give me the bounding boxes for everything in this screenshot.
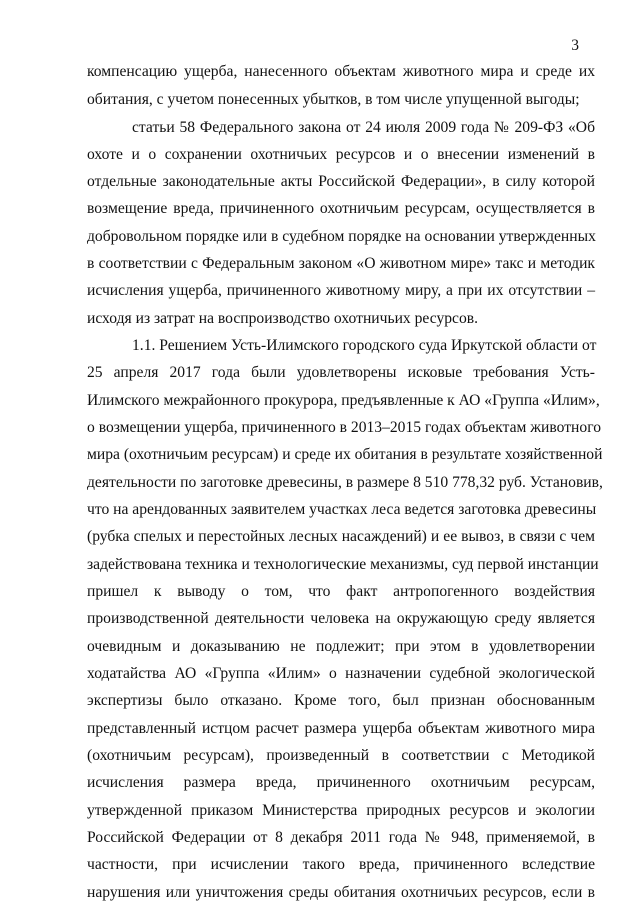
text-line: 1.1. Решением Усть-Илимского городского суда Иркутской области от bbox=[132, 337, 597, 354]
text-line: деятельности по заготовке древесины, в размере 8 510 778,32 руб. Установив, bbox=[87, 474, 603, 491]
text-line: обитания, с учетом понесенных убытков, в том числе упущенной выгоды; bbox=[87, 91, 580, 108]
text-line: статьи 58 Федерального закона от 24 июля 2009 года № 209-ФЗ «Об bbox=[132, 119, 595, 136]
text-line: производственной деятельности человека на окружающую среду является bbox=[87, 610, 595, 627]
text-line: исходя из затрат на воспроизводство охотничьих ресурсов. bbox=[87, 310, 479, 327]
text-line: компенсацию ущерба, нанесенного объектам животного мира и среде их bbox=[87, 63, 595, 80]
text-line: отдельные законодательные акты Российской Федерации», в силу которой bbox=[87, 173, 595, 190]
text-line: мира (охотничьим ресурсам) и среде их обитания в результате хозяйственной bbox=[87, 446, 603, 463]
text-line: очевидным и доказыванию не подлежит; при этом в удовлетворении bbox=[87, 638, 595, 655]
text-line: возмещение вреда, причиненного охотничьим ресурсам, осуществляется в bbox=[87, 200, 595, 217]
text-line: представленный истцом расчет размера ущерба объектам животного мира bbox=[87, 720, 595, 737]
text-line: исчисления размера вреда, причиненного охотничьим ресурсам, bbox=[87, 774, 595, 791]
text-line: исчисления ущерба, причиненного животному миру, а при их отсутствии – bbox=[87, 282, 595, 299]
text-line: задействована техника и технологические механизмы, суд первой инстанции bbox=[87, 556, 599, 573]
text-line: Российской Федерации от 8 декабря 2011 года № 948, применяемой, в bbox=[87, 829, 595, 846]
text-line: о возмещении ущерба, причиненного в 2013–2015 годах объектам животного bbox=[87, 419, 601, 436]
text-line: частности, при исчислении такого вреда, причиненного вследствие bbox=[87, 856, 595, 873]
text-line: (рубка спелых и перестойных лесных насаждений) и ее вывоз, в связи с чем bbox=[87, 528, 595, 545]
text-line: нарушения или уничтожения среды обитания охотничьих ресурсов, если в bbox=[87, 884, 595, 901]
text-line: ходатайства АО «Группа «Илим» о назначении судебной экологической bbox=[87, 665, 595, 682]
text-line: Илимского межрайонного прокурора, предъявленные к АО «Группа «Илим», bbox=[87, 392, 600, 409]
text-line: экспертизы было отказано. Кроме того, был признан обоснованным bbox=[87, 692, 595, 709]
page-number: 3 bbox=[571, 37, 579, 54]
text-line: (охотничьим ресурсам), произведенный в соответствии с Методикой bbox=[87, 747, 595, 764]
text-line: добровольном порядке или в судебном порядке на основании утвержденных bbox=[87, 228, 596, 245]
text-line: в соответствии с Федеральным законом «О животном мире» такс и методик bbox=[87, 255, 595, 272]
text-line: 25 апреля 2017 года были удовлетворены исковые требования Усть- bbox=[87, 364, 595, 381]
text-line: пришел к выводу о том, что факт антропогенного воздействия bbox=[87, 583, 595, 600]
text-line: охоте и о сохранении охотничьих ресурсов и о внесении изменений в bbox=[87, 146, 595, 163]
text-line: что на арендованных заявителем участках леса ведется заготовка древесины bbox=[87, 501, 597, 518]
text-line: утвержденной приказом Министерства природных ресурсов и экологии bbox=[87, 802, 595, 819]
